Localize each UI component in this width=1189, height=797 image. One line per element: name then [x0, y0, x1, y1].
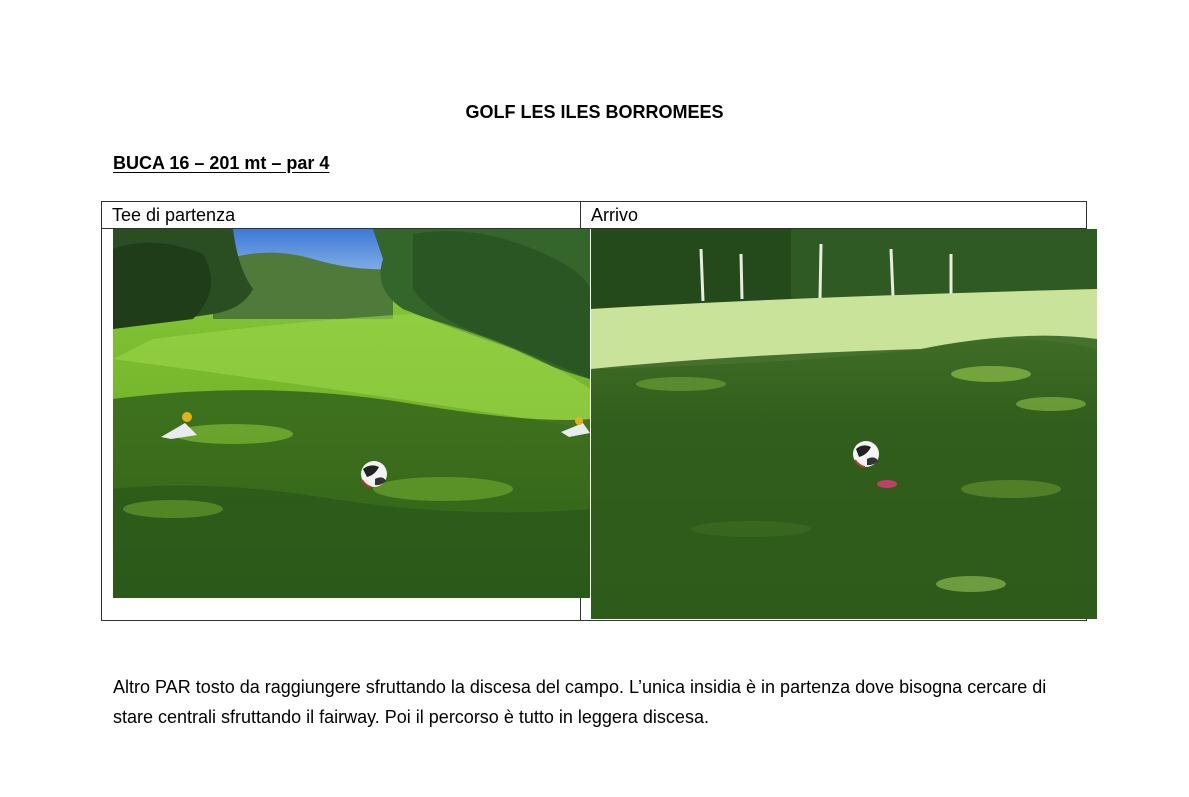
arrival-header: Arrivo	[591, 205, 639, 225]
tee-photo	[113, 229, 590, 598]
arrival-photo	[591, 229, 1097, 619]
hole-heading: BUCA 16 – 201 mt – par 4	[113, 153, 330, 173]
hole-description: Altro PAR tosto da raggiungere sfruttando la discesa del campo. L’unica insidia è in partenza dove bisogna cercare di stare centrali sfruttando il fairway. Poi il percorso è tutto in leggera discesa.	[113, 677, 1047, 727]
photo-table	[101, 201, 1087, 621]
document-title: GOLF LES ILES BORROMEES	[465, 102, 724, 122]
tee-header: Tee di partenza	[112, 205, 236, 225]
